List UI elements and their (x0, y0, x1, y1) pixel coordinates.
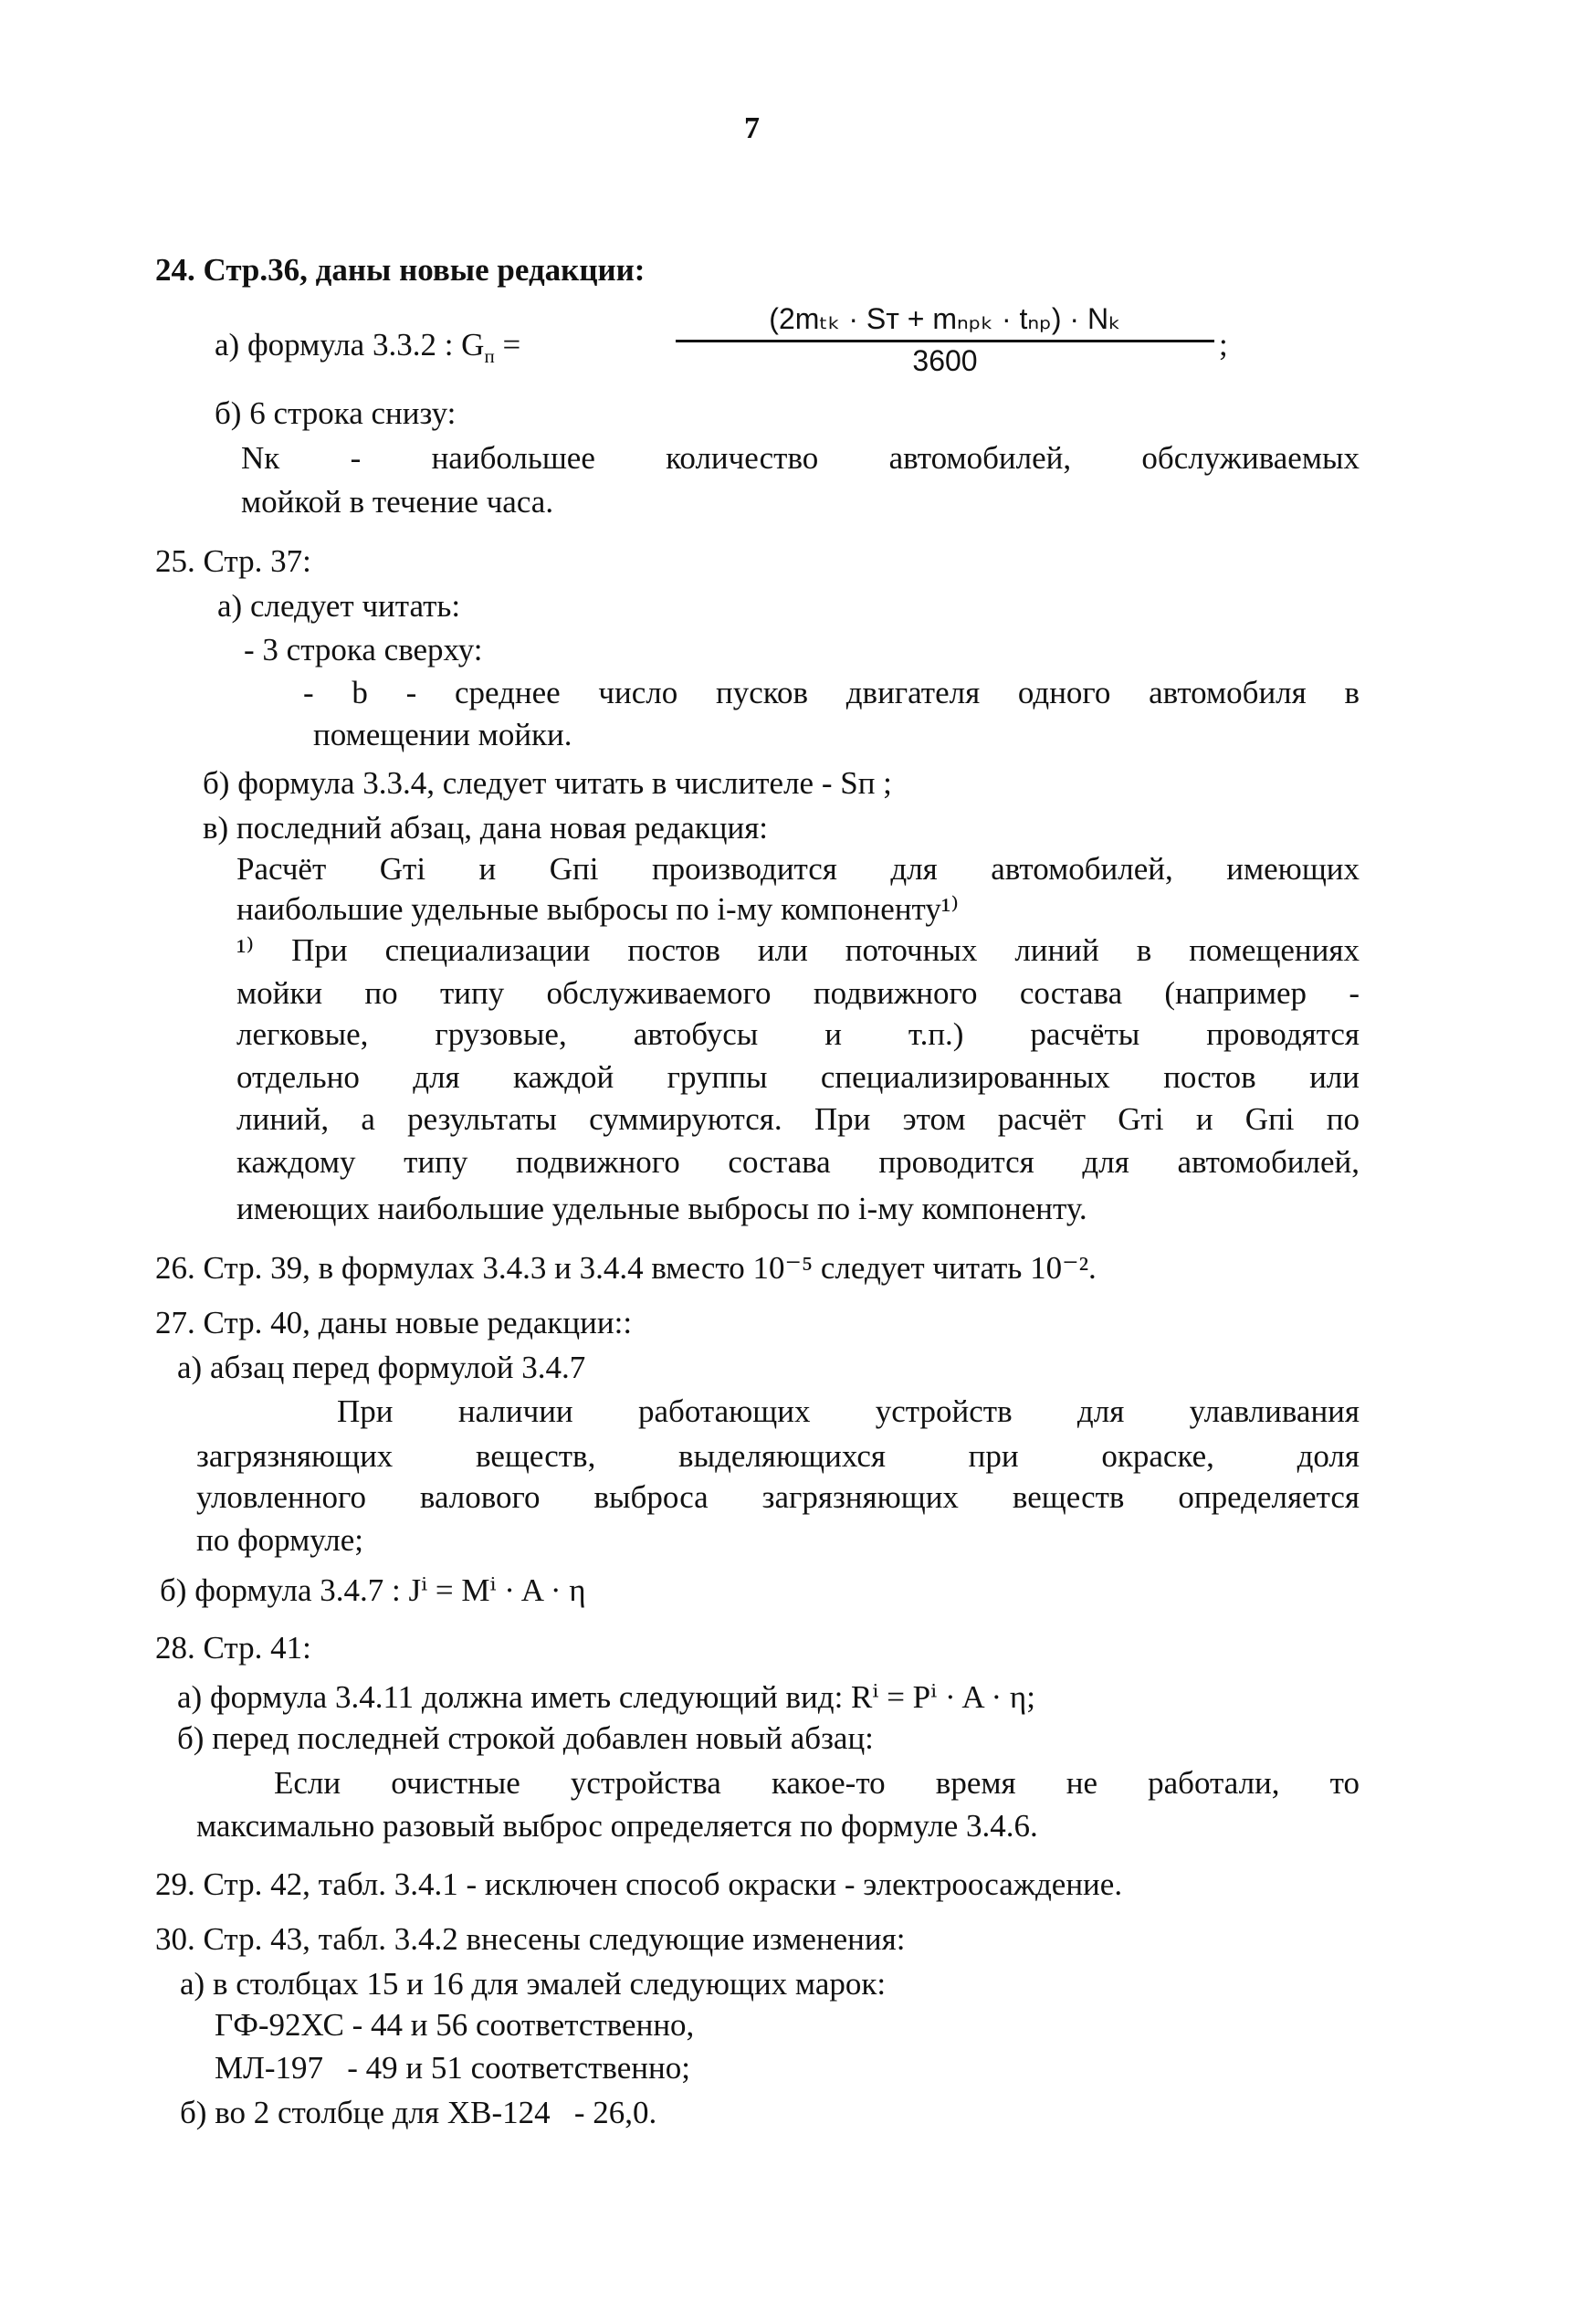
text-line: Если очистные устройства какое-то время не работали, то (274, 1765, 1360, 1801)
text-line: б) перед последней строкой добавлен новый абзац: (177, 1720, 874, 1756)
denominator: 3600 (912, 344, 978, 377)
item-25-heading: 25. Стр. 37: (155, 543, 311, 579)
text-line: б) формула 3.4.7 : Jⁱ = Mⁱ · A · η (160, 1572, 586, 1608)
text-line: уловленного валового выброса загрязняющих веществ определяется (196, 1479, 1360, 1515)
formula-end: ; (1219, 327, 1228, 363)
text-line: наибольшие удельные выбросы по i-му компоненту¹⁾ (236, 891, 959, 927)
item-27-heading: 27. Стр. 40, даны новые редакции:: (155, 1305, 633, 1340)
item-28-heading: 28. Стр. 41: (155, 1630, 311, 1666)
footnote-line: отдельно для каждой группы специализированных постов или (236, 1059, 1360, 1095)
item-30-heading: 30. Стр. 43, табл. 3.4.2 внесены следующие изменения: (155, 1921, 906, 1957)
formula-label: а) формула 3.3.2 : $G_п$ = (215, 327, 521, 367)
text-line: Nк - наибольшее количество автомобилей, обслуживаемых (241, 440, 1360, 476)
text-line: а) абзац перед формулой 3.4.7 (177, 1350, 586, 1385)
text-line: - b - среднее число пусков двигателя одного автомобиля в (303, 675, 1360, 710)
footnote-line: каждому типу подвижного состава проводится для автомобилей, (236, 1144, 1360, 1180)
numerator: (2mₜₖ · Sᴛ + mₙₚₖ · tₙₚ) · Nₖ (676, 301, 1214, 342)
footnote-line: линий, а результаты суммируются. При этом расчёт Gтi и Gпi по (236, 1101, 1360, 1137)
fraction (676, 301, 1214, 378)
text-line: б) формула 3.3.4, следует читать в числителе - Sп ; (203, 765, 892, 801)
text-line: максимально разовый выброс определяется по формуле 3.4.6. (196, 1808, 1038, 1844)
item-26: 26. Стр. 39, в формулах 3.4.3 и 3.4.4 вместо 10⁻⁵ следует читать 10⁻². (155, 1250, 1097, 1286)
text-line: б) 6 строка снизу: (215, 395, 457, 431)
footnote-line: ¹⁾ При специализации постов или поточных линий в помещениях (236, 932, 1360, 968)
item-24-heading: 24. Стр.36, даны новые редакции: (155, 252, 646, 288)
text-line: а) следует читать: (217, 588, 461, 624)
text-line: - 3 строка сверху: (244, 632, 483, 667)
text-line: МЛ-197 - 49 и 51 соответственно; (215, 2050, 690, 2086)
text-line: Расчёт Gтi и Gпi производится для автомобилей, имеющих (236, 851, 1360, 887)
text-line: мойкой в течение часа. (241, 484, 554, 520)
text-line: б) во 2 столбце для ХВ-124 - 26,0. (180, 2095, 657, 2130)
text-line: помещении мойки. (313, 717, 572, 752)
text-line: ГФ-92ХС - 44 и 56 соответственно, (215, 2007, 695, 2043)
footnote-line: мойки по типу обслуживаемого подвижного состава (например - (236, 975, 1360, 1011)
text-line: а) формула 3.4.11 должна иметь следующий вид: Rⁱ = Pⁱ · A · η; (177, 1679, 1035, 1715)
text-line: в) последний абзац, дана новая редакция: (203, 810, 769, 846)
text-line: При наличии работающих устройств для улавливания (337, 1393, 1360, 1429)
text-line: по формуле; (196, 1522, 363, 1558)
item-29: 29. Стр. 42, табл. 3.4.1 - исключен способ окраски - электроосаждение. (155, 1866, 1123, 1902)
footnote-line: легковые, грузовые, автобусы и т.п.) расчёты проводятся (236, 1016, 1360, 1052)
page-number: 7 (744, 111, 760, 145)
text-line: а) в столбцах 15 и 16 для эмалей следующих марок: (180, 1966, 887, 2002)
text-line: загрязняющих веществ, выделяющихся при окраске, доля (196, 1438, 1360, 1474)
footnote-line: имеющих наибольшие удельные выбросы по i-му компоненту. (236, 1191, 1087, 1226)
